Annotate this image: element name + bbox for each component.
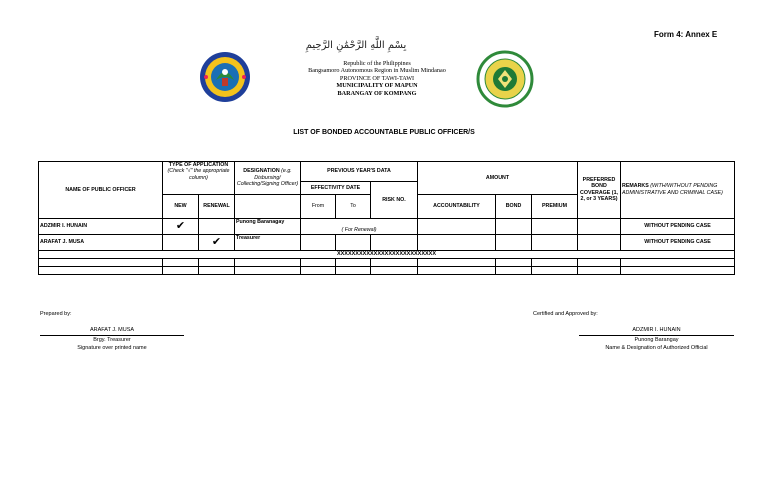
officer-name: ADZMIR I. HUNAIN (39, 218, 163, 234)
check-mark-icon: ✔ (163, 218, 199, 234)
table-row (39, 258, 735, 266)
table-row (39, 250, 735, 258)
header-line-municipality: MUNICIPALITY OF MAPUN (336, 82, 418, 90)
header-designation-label: DESIGNATION (243, 168, 280, 175)
designation-cell: Punong Baranagay (235, 218, 301, 234)
header-type-label: TYPE OF APPLICATION (168, 162, 229, 168)
coverage-cell (578, 218, 621, 234)
header-premium: PREMIUM (532, 194, 578, 218)
remarks-cell: WITHOUT PENDING CASE (621, 218, 735, 234)
document-title: LIST OF BONDED ACCOUNTABLE PUBLIC OFFICER/S (293, 129, 475, 136)
prepared-signature-line (40, 335, 184, 336)
premium-cell (532, 218, 578, 234)
header-type (163, 162, 235, 182)
from-cell (301, 234, 336, 250)
table-row (39, 234, 735, 250)
risk-cell (371, 234, 418, 250)
header-previous-year: PREVIOUS YEAR'S DATA (301, 162, 418, 182)
header-to: To (336, 194, 371, 218)
header-from: From (301, 194, 336, 218)
header-designation (235, 162, 301, 195)
header-designation-note-b: Disbursing/ Collecting/Signing Officer) (236, 174, 299, 188)
renewal-cell (199, 218, 235, 234)
header-amount: AMOUNT (418, 162, 578, 195)
to-cell (336, 234, 371, 250)
end-of-list-marker: XXXXXXXXXXXXXXXXXXXXXXXXXXX (39, 250, 735, 258)
remarks-cell: WITHOUT PENDING CASE (621, 234, 735, 250)
approved-by-name: ADZMIR I. HUNAIN (632, 327, 681, 333)
header-remarks (621, 162, 735, 219)
premium-cell (532, 234, 578, 250)
municipality-seal-logo (196, 50, 254, 104)
accountability-cell (418, 234, 496, 250)
table-row (39, 218, 735, 234)
header-name: NAME OF PUBLIC OFFICER (39, 162, 163, 219)
approved-signature-line (579, 335, 734, 336)
bond-cell (496, 234, 532, 250)
letterhead (290, 60, 464, 97)
header-line-region: Bangsamoro Autonomous Region in Muslim Mindanao (308, 67, 446, 75)
officer-name: ARAFAT J. MUSA (39, 234, 163, 250)
for-renewal-note: ( For Renewal) (301, 218, 418, 234)
header-type-note: (Check "√" the appropriate column) (167, 168, 230, 181)
header-remarks-note: (WITH/WITHOUT PENDING ADMINISTRATIVE AND CRIMINAL CASE) (622, 183, 723, 196)
bismillah-calligraphy: بِسْمِ اللَّهِ الرَّحْمَٰنِ الرَّحِيمِ (305, 40, 407, 51)
header-designation-note-a: (e.g. (281, 168, 292, 175)
form-number-label: Form 4: Annex E (654, 30, 718, 39)
header-accountability: ACCOUNTABILITY (418, 194, 496, 218)
check-mark-icon: ✔ (199, 234, 235, 250)
header-effectivity: EFFECTIVITY DATE (301, 181, 371, 194)
accountability-cell (418, 218, 496, 234)
approved-by-position: Punong Barangay (634, 337, 679, 343)
prepared-by-label: Prepared by: (40, 311, 72, 317)
approved-by-caption: Name & Designation of Authorized Official (605, 345, 708, 351)
header-preferred-coverage: PREFERRED BOND COVERAGE (1, 2, or 3 YEARS) (578, 162, 621, 219)
header-renewal: RENEWAL (199, 194, 235, 218)
bonded-officers-table (38, 161, 735, 275)
header-type-spacer (163, 181, 235, 194)
prepared-by-position: Brgy. Treasurer (93, 337, 131, 343)
new-cell (163, 234, 199, 250)
prepared-by-name: ARAFAT J. MUSA (89, 327, 135, 333)
header-line-barangay: BARANGAY OF KOMPANG (337, 89, 417, 97)
barangay-seal-logo (474, 50, 536, 108)
header-designation-spacer (235, 194, 301, 218)
header-remarks-label: REMARKS (622, 183, 649, 190)
header-line-province: PROVINCE OF TAWI-TAWI (339, 74, 415, 82)
header-line-republic: Republic of the Philippines (343, 60, 411, 67)
prepared-by-caption: Signature over printed name (77, 345, 147, 351)
bond-cell (496, 218, 532, 234)
designation-cell: Treasurer (235, 234, 301, 250)
header-risk-no: RISK NO. (371, 181, 418, 218)
approved-by-label: Certified and Approved by: (533, 311, 598, 317)
table-row (39, 266, 735, 274)
header-new: NEW (163, 194, 199, 218)
coverage-cell (578, 234, 621, 250)
header-bond: BOND (496, 194, 532, 218)
